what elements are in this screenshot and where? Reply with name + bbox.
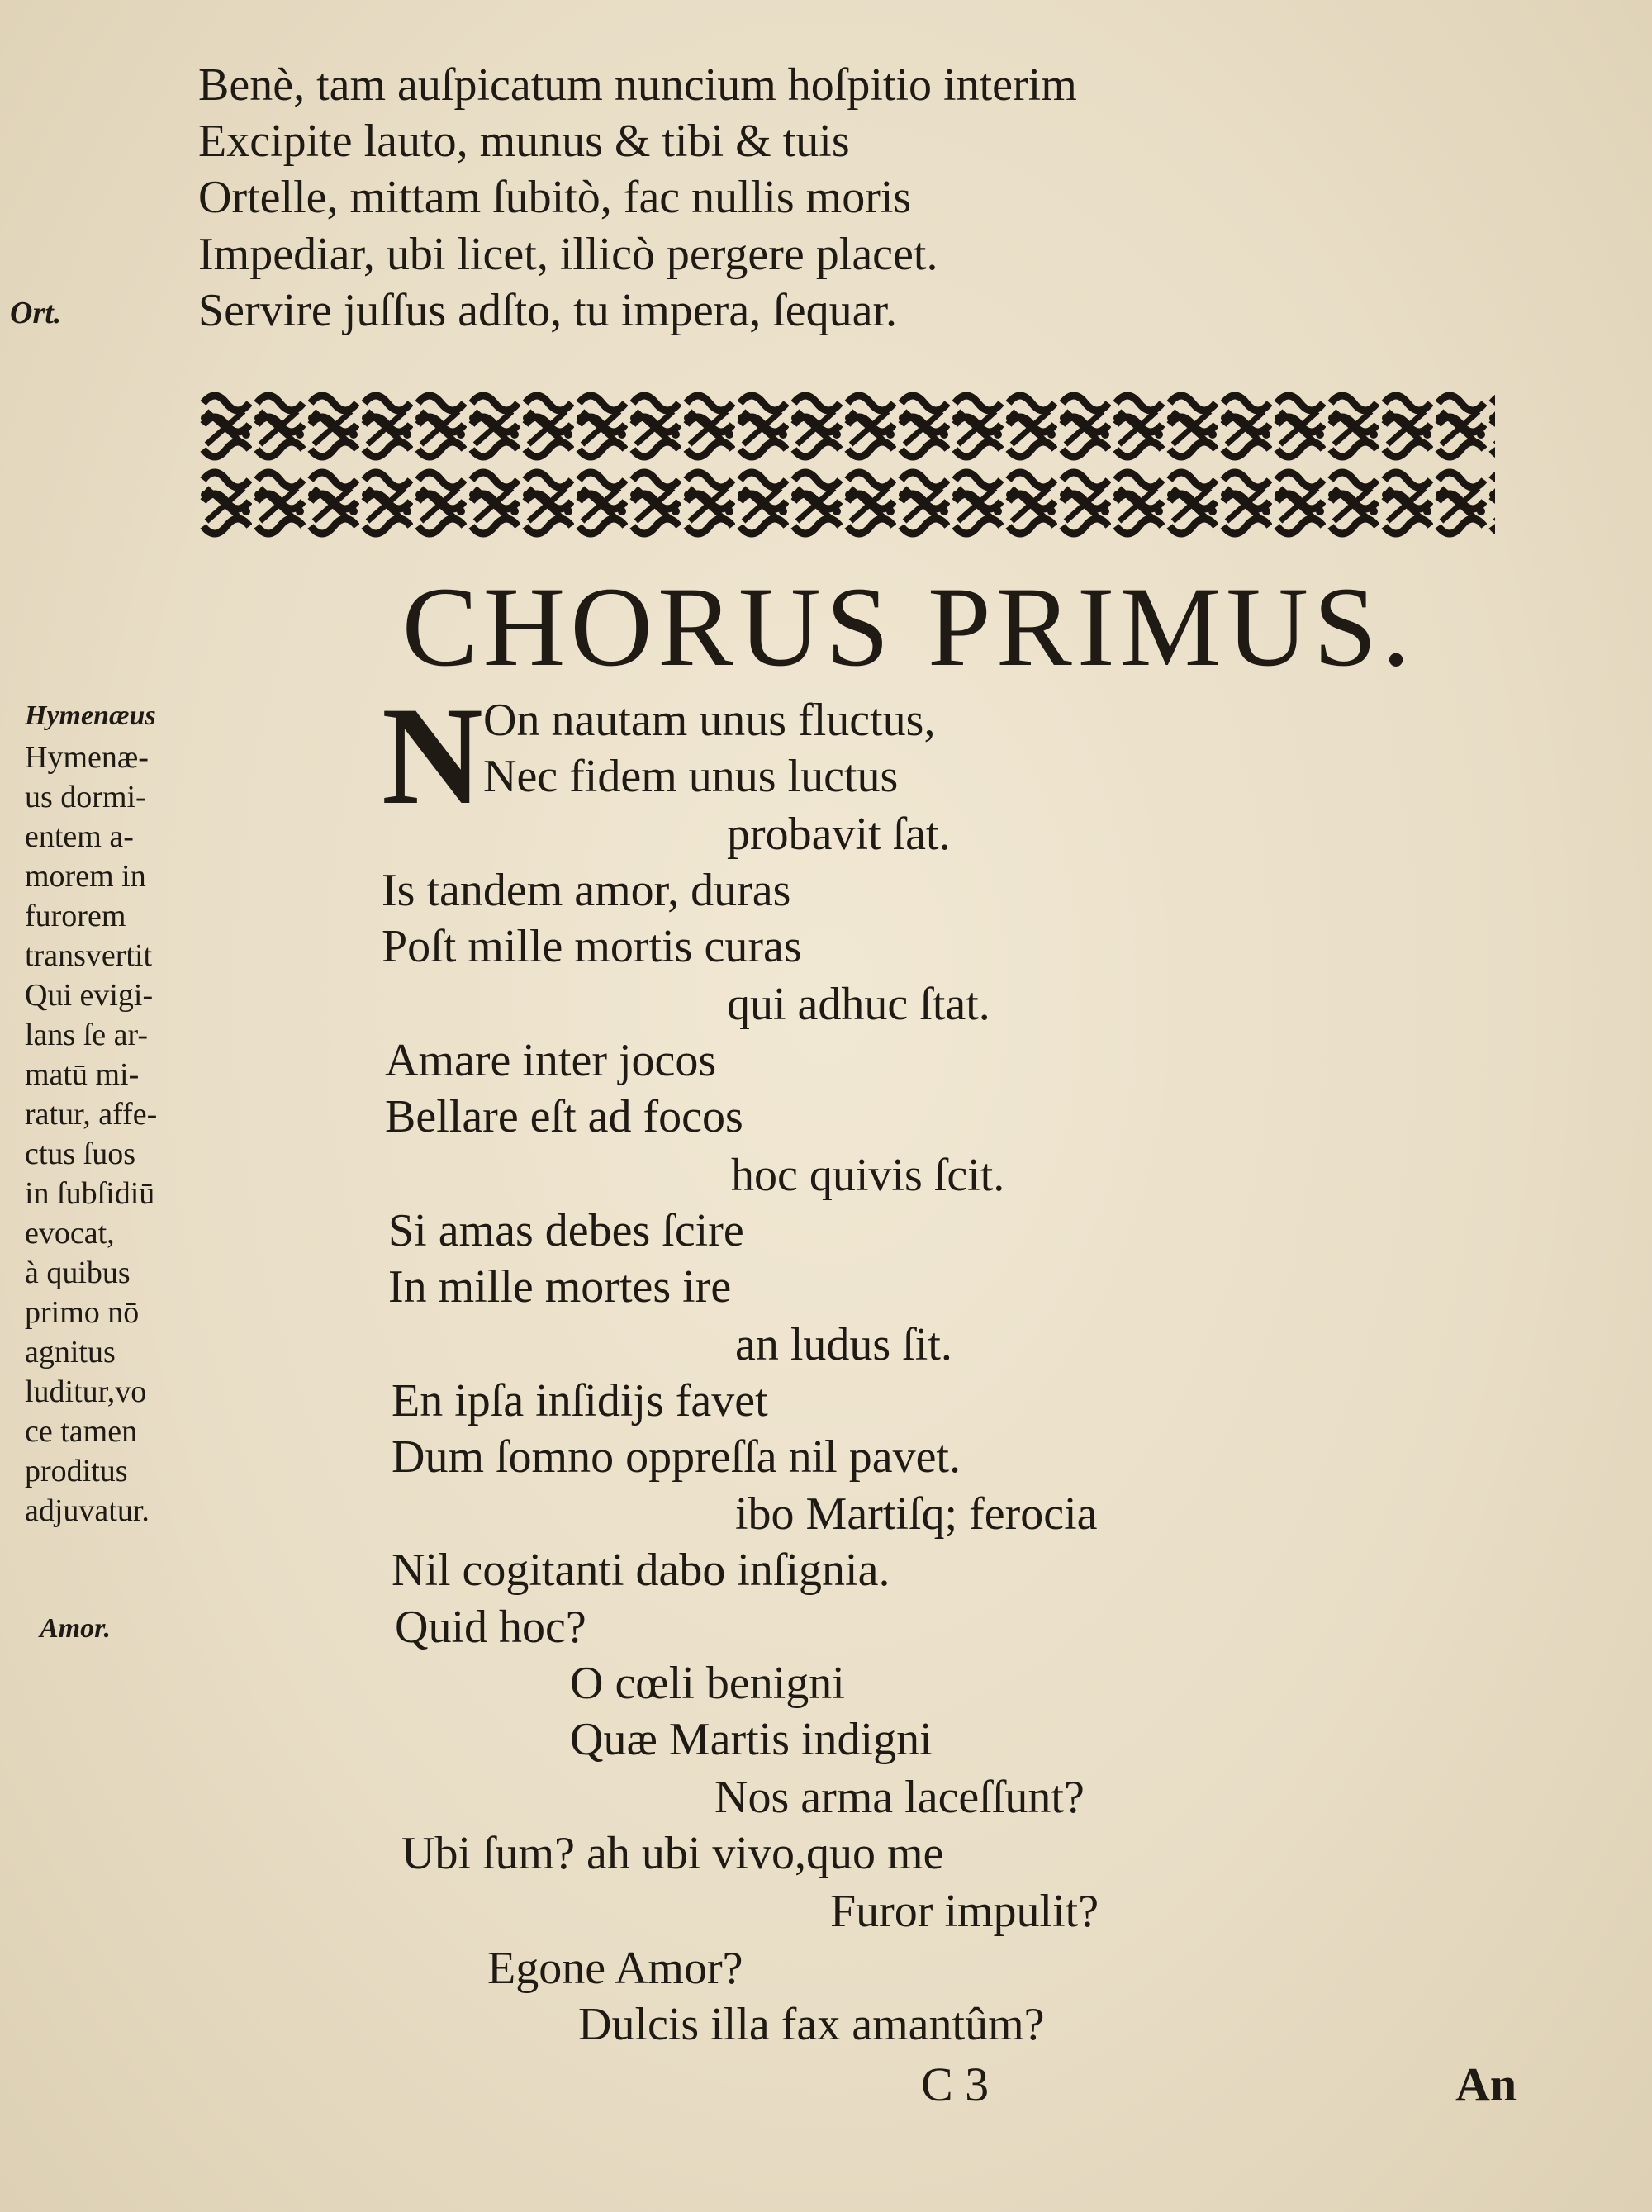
speaker-label-ort: Ort. (10, 296, 62, 330)
drop-cap: N (382, 678, 483, 833)
margin-note-line: in ſubſidiū (25, 1176, 155, 1211)
verse-line: Bellare eſt ad focos (385, 1091, 743, 1142)
margin-note-line: ctus ſuos (25, 1137, 136, 1171)
margin-note-line: agnitus (25, 1335, 116, 1369)
text-line: Excipite lauto, munus & tibi & tuis (198, 116, 850, 167)
ornament-band (198, 387, 1495, 540)
margin-note-line: proditus (25, 1454, 128, 1488)
chapter-title: CHORUS PRIMUS. (401, 563, 1416, 690)
margin-note-line: matū mi- (25, 1057, 140, 1092)
margin-note-line: ratur, affe- (25, 1097, 158, 1132)
verse-line: probavit ſat. (727, 809, 951, 860)
margin-note-line: morem in (25, 859, 146, 894)
verse-line: Amare inter jocos (385, 1035, 717, 1086)
verse-line: Furor impulit? (830, 1886, 1099, 1937)
margin-note-line: Hymenæ- (25, 740, 149, 775)
margin-speaker-hymenaeus: Hymenæus (25, 700, 156, 731)
margin-speaker-amor: Amor. (40, 1613, 111, 1644)
verse-line: Nec fidem unus luctus (483, 751, 899, 802)
verse-line: Is tandem amor, duras (382, 865, 791, 916)
margin-note-line: Qui evigi- (25, 978, 154, 1013)
verse-line: Nos arma laceſſunt? (714, 1772, 1085, 1823)
catchword: An (1455, 2058, 1517, 2111)
verse-line: O cœli benigni (570, 1658, 845, 1709)
margin-note-line: ce tamen (25, 1414, 138, 1449)
verse-line: Poſt mille mortis curas (382, 921, 802, 972)
verse-line: Si amas debes ſcire (388, 1205, 744, 1256)
margin-note-line: entem a- (25, 819, 134, 854)
verse-line: On nautam unus fluctus, (483, 695, 936, 746)
margin-note-line: à quibus (25, 1256, 131, 1290)
text-line: Benè, tam auſpicatum nuncium hoſpitio interim (198, 59, 1077, 111)
verse-line: In mille mortes ire (388, 1261, 732, 1312)
margin-note-line: furorem (25, 899, 126, 933)
margin-note-line: lans ſe ar- (25, 1018, 149, 1052)
verse-line: Quæ Martis indigni (570, 1714, 933, 1765)
margin-note-line: luditur,vo (25, 1374, 147, 1409)
verse-line: qui adhuc ſtat. (727, 979, 990, 1030)
margin-note-line: adjuvatur. (25, 1493, 150, 1528)
text-line: Ortelle, mittam ſubitò, fac nullis moris (198, 172, 912, 223)
verse-line: Ubi ſum? ah ubi vivo,quo me (401, 1828, 944, 1879)
verse-line: Dulcis illa fax amantûm? (578, 1999, 1045, 2050)
margin-note-line: us dormi- (25, 780, 146, 814)
verse-line: an ludus ſit. (735, 1319, 952, 1370)
verse-line: hoc quivis ſcit. (731, 1150, 1005, 1201)
signature-mark: C 3 (921, 2058, 990, 2111)
verse-line: Quid hoc? (395, 1602, 586, 1653)
verse-line: Dum ſomno oppreſſa nil pavet. (392, 1431, 961, 1483)
verse-line: En ipſa inſidijs favet (392, 1375, 768, 1426)
text-line: Impediar, ubi licet, illicò pergere placet. (198, 229, 938, 280)
verse-line: ibo Martiſq; ferocia (735, 1488, 1098, 1540)
margin-note-line: primo nō (25, 1295, 140, 1330)
margin-note-line: evocat, (25, 1216, 115, 1251)
verse-line: Nil cogitanti dabo inſignia. (392, 1545, 890, 1596)
margin-note-line: transvertit (25, 938, 153, 973)
verse-line: Egone Amor? (487, 1943, 743, 1994)
text-line: Servire juſſus adſto, tu impera, ſequar. (198, 285, 898, 336)
